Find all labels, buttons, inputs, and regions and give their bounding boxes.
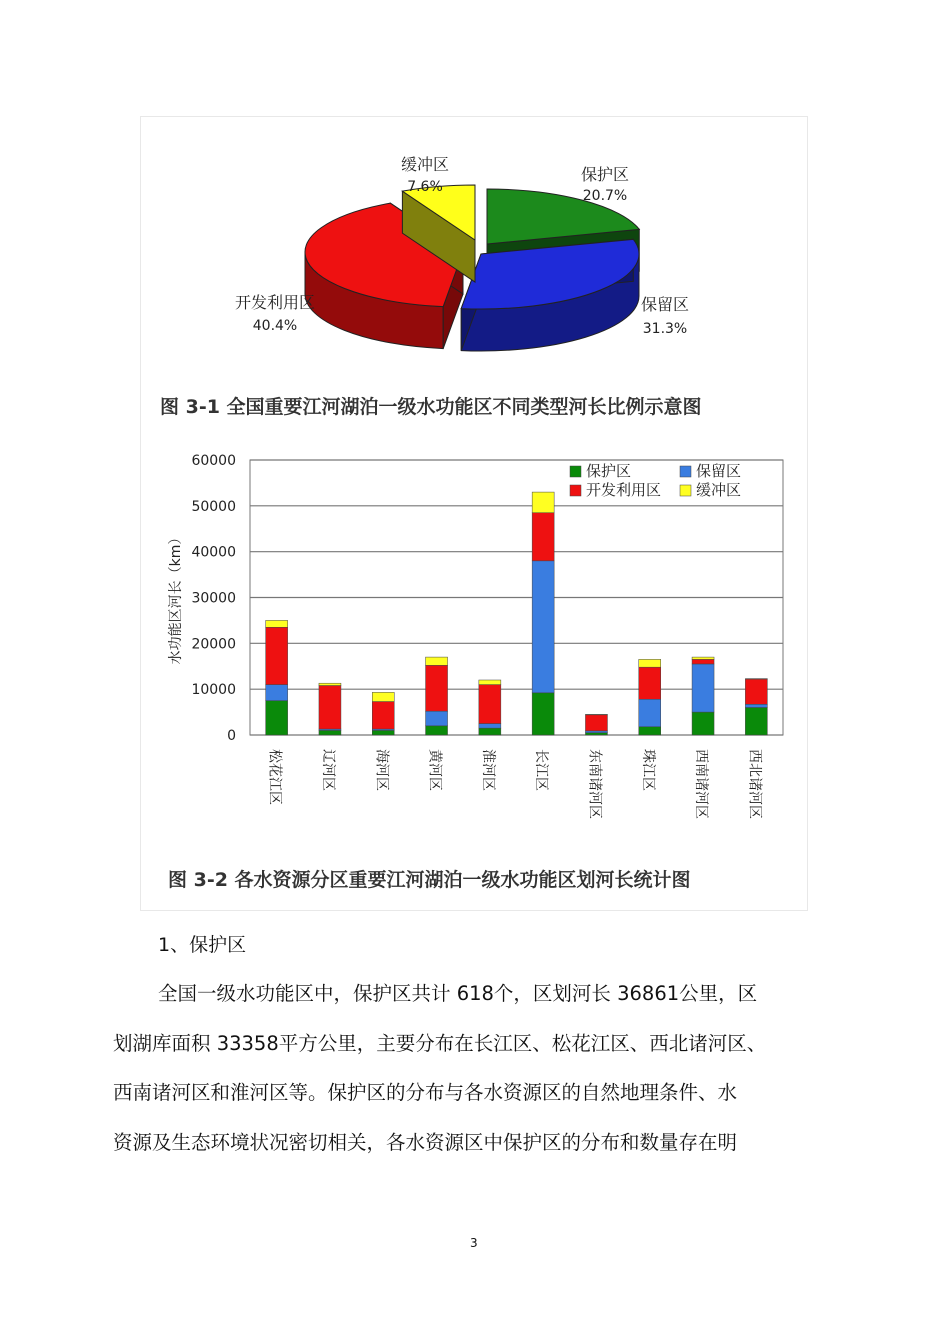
x-tick-label: 西南诸河区 xyxy=(693,749,710,819)
x-tick-label: 海河区 xyxy=(373,749,390,791)
y-tick-label: 40000 xyxy=(191,544,236,561)
legend-swatch xyxy=(680,466,691,477)
bar-segment-5-3 xyxy=(532,492,554,513)
paragraph-line-3: 西南诸河区和淮河区等。保护区的分布与各水资源区的自然地理条件、水 xyxy=(113,1081,738,1104)
bar-segment-6-1 xyxy=(585,731,607,733)
y-tick-label: 10000 xyxy=(191,682,236,699)
bar-segment-7-0 xyxy=(639,727,661,735)
bar-segment-0-3 xyxy=(266,620,288,627)
bar-segment-7-2 xyxy=(639,667,661,699)
y-tick-label: 30000 xyxy=(191,590,236,607)
x-tick-label: 西北诸河区 xyxy=(746,749,763,819)
bar-segment-9-0 xyxy=(745,708,767,736)
page-number: 3 xyxy=(470,1236,478,1250)
pie-label-percent: 31.3% xyxy=(642,321,688,337)
x-tick-label: 松花江区 xyxy=(266,749,283,805)
bar-segment-8-0 xyxy=(692,712,714,735)
pie-label-name: 保护区 xyxy=(580,165,630,184)
bar-segment-6-0 xyxy=(585,733,607,735)
y-tick-label: 0 xyxy=(227,728,236,744)
bar-segment-0-2 xyxy=(266,627,288,684)
y-tick-label: 20000 xyxy=(191,636,236,653)
paragraph-line-1: 全国一级水功能区中，保护区共计 618个，区划河长 36861公里，区 xyxy=(158,982,758,1005)
bar-segment-5-1 xyxy=(532,561,554,693)
y-tick-label: 50000 xyxy=(191,498,236,515)
paragraph-line-4: 资源及生态环境状况密切相关，各水资源区中保护区的分布和数量存在明 xyxy=(113,1131,738,1154)
pie-label-name: 保留区 xyxy=(640,295,690,314)
section-heading: 1、保护区 xyxy=(158,934,247,956)
x-tick-label: 珠江区 xyxy=(639,749,656,791)
bar-segment-2-3 xyxy=(372,692,394,701)
legend-swatch xyxy=(570,485,581,496)
bar-segment-7-1 xyxy=(639,699,661,727)
bar-segment-5-2 xyxy=(532,513,554,561)
x-tick-label: 淮河区 xyxy=(479,749,496,791)
bar-segment-2-2 xyxy=(372,702,394,730)
bar-segment-3-3 xyxy=(426,657,448,665)
paragraph-line-2: 划湖库面积 33358平方公里，主要分布在长江区、松花江区、西北诸河区、 xyxy=(113,1032,767,1055)
pie-label-name: 开发利用区 xyxy=(234,293,316,312)
y-axis-label: 水功能区河长（km） xyxy=(168,530,184,665)
pie-label-percent: 7.6% xyxy=(407,179,443,195)
y-tick-label: 60000 xyxy=(191,453,236,469)
bar-segment-0-1 xyxy=(266,685,288,701)
x-tick-label: 黄河区 xyxy=(426,749,443,791)
bar-segment-8-2 xyxy=(692,659,714,664)
bar-segment-8-1 xyxy=(692,664,714,712)
bar-segment-6-2 xyxy=(585,715,607,731)
bar-segment-1-0 xyxy=(319,730,341,735)
pie-label-percent: 20.7% xyxy=(582,188,628,204)
bar-segment-4-3 xyxy=(479,680,501,685)
legend-swatch xyxy=(570,466,581,477)
x-tick-label: 东南诸河区 xyxy=(586,749,603,819)
bar-segment-9-1 xyxy=(745,704,767,707)
bar-segment-9-2 xyxy=(745,679,767,704)
bar-segment-3-1 xyxy=(426,711,448,726)
figure2-caption: 图 3-2 各水资源分区重要江河湖泊一级水功能区划河长统计图 xyxy=(168,869,691,891)
figure1-caption: 图 3-1 全国重要江河湖泊一级水功能区不同类型河长比例示意图 xyxy=(160,396,702,418)
bar-segment-2-0 xyxy=(372,730,394,735)
pie-label-name: 缓冲区 xyxy=(400,155,450,174)
x-tick-label: 长江区 xyxy=(533,749,550,791)
bar-segment-3-2 xyxy=(426,665,448,711)
bar-segment-8-3 xyxy=(692,657,714,659)
bar-segment-4-0 xyxy=(479,728,501,735)
x-tick-label: 辽河区 xyxy=(319,749,336,791)
legend-label: 缓冲区 xyxy=(696,481,742,499)
bar-segment-1-3 xyxy=(319,683,341,685)
legend-label: 保护区 xyxy=(586,462,632,480)
bar-segment-5-0 xyxy=(532,693,554,735)
bar-segment-0-0 xyxy=(266,701,288,735)
bar-segment-4-1 xyxy=(479,724,501,729)
bar-segment-1-2 xyxy=(319,686,341,730)
bar-segment-3-0 xyxy=(426,726,448,735)
legend-label: 开发利用区 xyxy=(586,481,662,499)
bar-segment-7-3 xyxy=(639,659,661,667)
bar-segment-4-2 xyxy=(479,685,501,724)
legend-label: 保留区 xyxy=(696,462,742,480)
pie-label-percent: 40.4% xyxy=(252,318,298,334)
legend-swatch xyxy=(680,485,691,496)
